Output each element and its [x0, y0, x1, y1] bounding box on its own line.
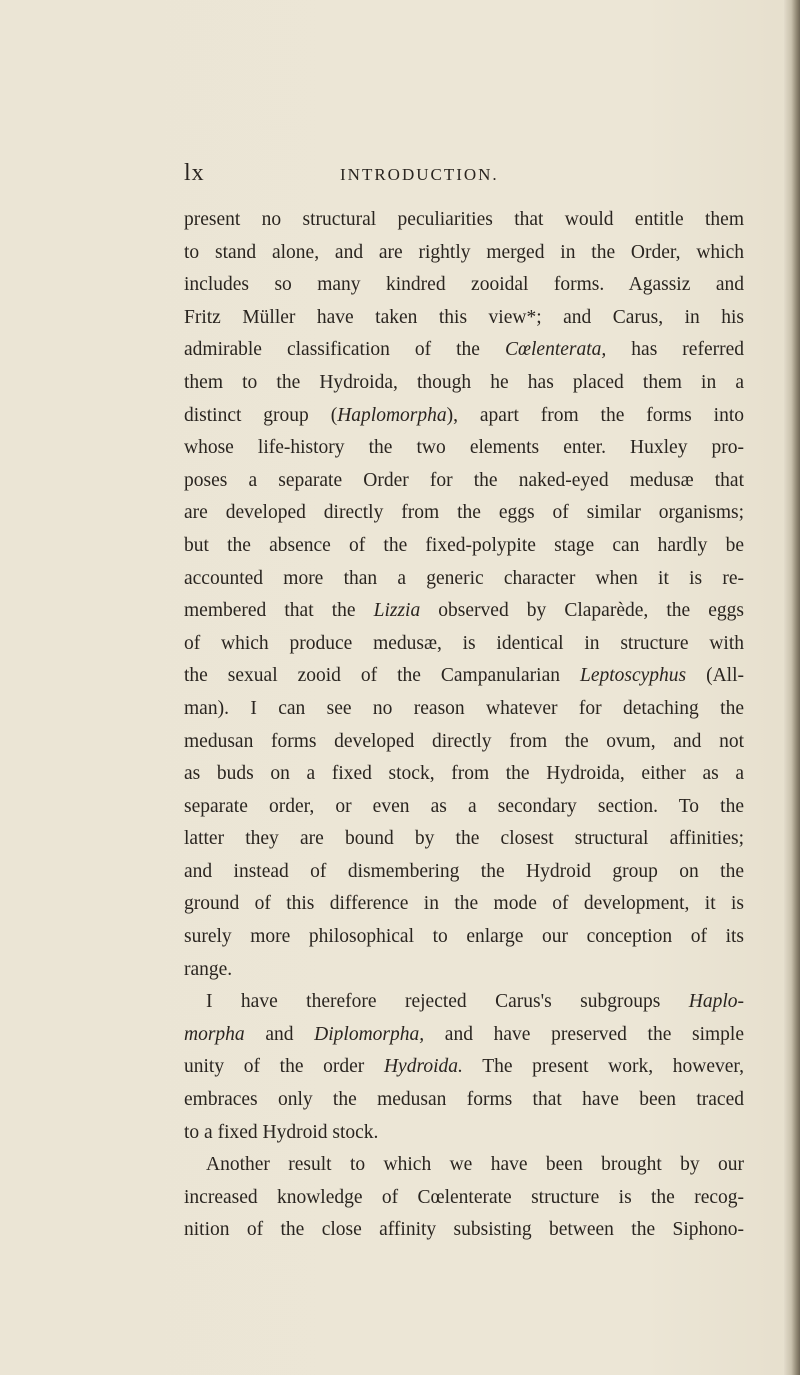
text-line: [184, 563, 744, 596]
text-line: [184, 204, 744, 237]
text-line: [184, 856, 744, 889]
text-line: [184, 758, 744, 791]
text-run: Fritz Müller have taken this view*; and Carus, in his: [184, 306, 744, 328]
text-line: [184, 497, 744, 530]
text-run: observed by Claparède, the eggs: [420, 600, 745, 622]
page-edge: [784, 0, 800, 1375]
text-line: [184, 986, 744, 1019]
italic-text: Lizzia: [373, 600, 421, 622]
text-line: [184, 367, 744, 400]
text-run: separate order, or even as a secondary section. To the: [184, 795, 744, 817]
text-run: includes so many kindred zooidal forms. Agassiz and: [184, 274, 744, 296]
text-run: and have preserved the simple: [424, 1023, 745, 1045]
text-line: [184, 1051, 744, 1084]
italic-text: Haplomorpha: [337, 404, 447, 426]
text-run: surely more philosophical to enlarge our conception of its: [184, 926, 744, 948]
text-run: embraces only the medusan forms that have been traced: [184, 1089, 744, 1111]
text-run: and: [244, 1023, 315, 1045]
text-run: the sexual zooid of the Campanularian: [184, 665, 580, 687]
text-run: but the absence of the fixed-polypite stage can hardly be: [184, 534, 744, 556]
text-run: them to the Hydroida, though he has placed them in a: [184, 371, 744, 393]
text-run: latter they are bound by the closest structural affinities;: [184, 828, 744, 850]
text-run: distinct group (: [184, 404, 338, 426]
text-run: present no structural peculiarities that would entitle them: [184, 209, 744, 230]
running-head-title: INTRODUCTION.: [340, 165, 499, 184]
text-line: [184, 1019, 744, 1052]
text-run: whose life-history the two elements enter. Huxley pro-: [184, 437, 744, 459]
text-run: Another result to which we have been brought by our: [206, 1154, 744, 1176]
text-line: [184, 1084, 744, 1117]
text-line: [184, 237, 744, 270]
text-run: The present work, however,: [462, 1056, 744, 1078]
text-run: admirable classification of the: [184, 339, 505, 361]
text-run: unity of the order: [184, 1056, 384, 1078]
text-run: medusan forms developed directly from the ovum, and not: [184, 730, 744, 752]
italic-text: morpha: [184, 1023, 245, 1045]
text-run: poses a separate Order for the naked-eyed medusæ that: [184, 469, 744, 491]
text-line: [184, 334, 744, 367]
italic-text: Cœlenterata,: [504, 339, 607, 361]
text-line: [184, 465, 744, 498]
text-run: nition of the close affinity subsisting between the Siphono-: [184, 1219, 744, 1241]
text-line: [184, 302, 744, 335]
text-line: [184, 660, 744, 693]
italic-text: Diplomorpha,: [314, 1023, 425, 1045]
italic-text: Leptoscyphus: [579, 665, 687, 687]
italic-text: Haplo-: [688, 991, 744, 1013]
text-run: (All-: [686, 665, 744, 687]
text-run: of which produce medusæ, is identical in structure with: [184, 632, 744, 654]
text-line: [184, 954, 744, 987]
text-line: [184, 1182, 744, 1215]
text-line: [184, 1214, 744, 1247]
text-line: [184, 530, 744, 563]
text-run: ground of this difference in the mode of development, it is: [184, 893, 744, 915]
text-run: man). I can see no reason whatever for detaching the: [184, 697, 744, 719]
text-run: to stand alone, and are rightly merged in the Order, which: [184, 241, 744, 263]
text-run: accounted more than a generic character when it is re-: [184, 567, 744, 589]
text-run: I have therefore rejected Carus's subgroups: [206, 991, 689, 1013]
text-line: [184, 1117, 744, 1150]
text-line: [184, 823, 744, 856]
text-line: [184, 269, 744, 302]
text-run: are developed directly from the eggs of similar organisms;: [184, 502, 744, 524]
text-line: [184, 400, 744, 433]
text-run: to a fixed Hydroid stock.: [184, 1121, 379, 1143]
text-run: increased knowledge of Cœlenterate structure is the recog-: [184, 1186, 744, 1208]
text-line: [184, 693, 744, 726]
body-text: [184, 204, 744, 1247]
text-line: [184, 921, 744, 954]
text-run: has referred: [606, 339, 744, 361]
text-run: as buds on a fixed stock, from the Hydroida, either as a: [184, 763, 744, 785]
text-line: [184, 888, 744, 921]
italic-text: Hydroida.: [383, 1056, 463, 1078]
text-line: [184, 791, 744, 824]
text-run: and instead of dismembering the Hydroid group on the: [184, 860, 744, 882]
text-run: range.: [184, 958, 233, 980]
text-line: [184, 726, 744, 759]
text-line: [184, 628, 744, 661]
text-line: [184, 1149, 744, 1182]
text-run: membered that the: [184, 600, 374, 622]
running-head: [184, 160, 744, 190]
text-line: [184, 432, 744, 465]
text-run: ), apart from the forms into: [446, 404, 744, 426]
page-number: lx: [184, 160, 205, 186]
text-line: [184, 595, 744, 628]
